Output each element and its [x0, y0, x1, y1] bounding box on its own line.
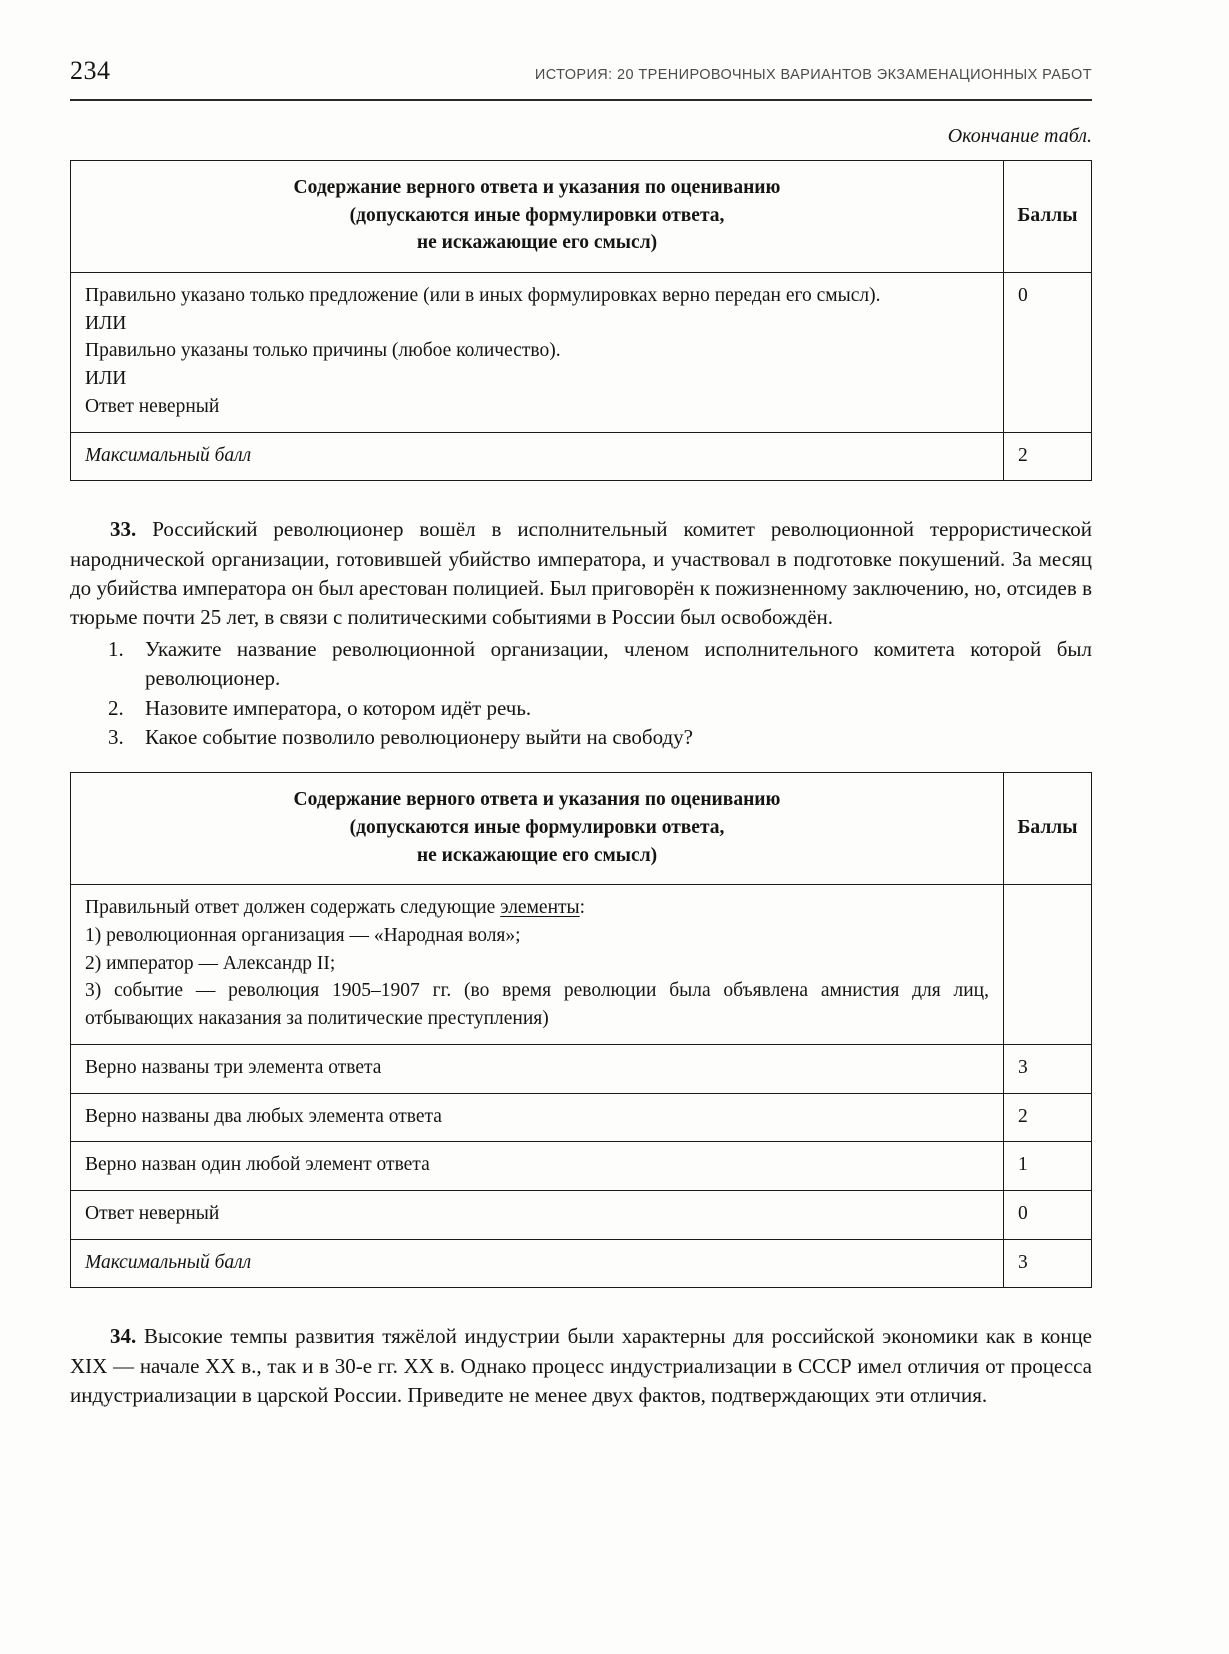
criteria-header-line1: Содержание верного ответа и указания по оцениванию: [293, 789, 781, 811]
element-line: 3) событие — революция 1905–1907 гг. (во время революции была объявлена амнистия для лиц, отбывающих наказания за политические преступления): [85, 980, 989, 1030]
score-header-cell: Баллы: [1004, 773, 1092, 885]
list-item-text: Назовите императора, о котором идёт речь.: [145, 695, 532, 720]
elements-intro-line: [85, 894, 989, 922]
elements-criteria-cell: [71, 885, 1004, 1044]
list-item-number: 1.: [108, 636, 124, 661]
task-34-paragraph: [70, 1322, 1092, 1410]
criteria-header-line2: (допускаются иные формулировки ответа,: [349, 817, 725, 838]
scoring-table-1-max-row: [71, 432, 1092, 481]
criteria-cell: Ответ неверный: [71, 1190, 1004, 1239]
max-score-value: 3: [1004, 1239, 1092, 1288]
scoring-table-2: [70, 772, 1092, 1288]
scoring-table-2-header-row: [71, 773, 1092, 885]
running-title: ИСТОРИЯ: 20 ТРЕНИРОВОЧНЫХ ВАРИАНТОВ ЭКЗАМЕНАЦИОННЫХ РАБОТ: [534, 67, 1092, 83]
list-item: [108, 635, 1092, 694]
criteria-header-cell: [71, 773, 1004, 885]
scoring-table-1: [70, 160, 1092, 481]
list-item-text: Укажите название революционной организации, членом исполнительного комитета которой был революционер.: [145, 636, 1092, 691]
criteria-line: Правильно указаны только причины (любое количество).: [85, 340, 561, 362]
scoring-table-2-elements-row: [71, 885, 1092, 1044]
or-separator: ИЛИ: [85, 368, 127, 390]
score-value-cell: 2: [1004, 1093, 1092, 1142]
list-item-number: 3.: [108, 724, 124, 749]
scoring-table-2-row: [71, 1190, 1092, 1239]
score-value-cell-empty: [1004, 885, 1092, 1044]
max-score-label: Максимальный балл: [71, 1239, 1004, 1288]
criteria-header-line2: (допускаются иные формулировки ответа,: [349, 204, 725, 226]
criteria-cell: Верно назван один любой элемент ответа: [71, 1142, 1004, 1191]
page-number: 234: [70, 56, 111, 85]
score-value-cell: 0: [1004, 1190, 1092, 1239]
scoring-table-1-header-row: [71, 161, 1092, 273]
score-value-cell: 0: [1004, 273, 1092, 432]
or-separator: ИЛИ: [85, 312, 127, 334]
task-33-question-list: [70, 635, 1092, 753]
list-item: [108, 723, 1092, 752]
criteria-header-line3: не искажающие его смысл): [416, 232, 658, 254]
criteria-header-cell: [71, 161, 1004, 273]
scoring-table-2-row: [71, 1044, 1092, 1093]
score-value-cell: 3: [1004, 1044, 1092, 1093]
criteria-cell: Верно названы два любых элемента ответа: [71, 1093, 1004, 1142]
list-item-number: 2.: [108, 695, 124, 720]
scoring-table-2-row: [71, 1093, 1092, 1142]
list-item-text: Какое событие позволило революционеру выйти на свободу?: [145, 724, 693, 749]
element-line: 2) император — Александр II;: [85, 952, 336, 974]
task-33-paragraph: [70, 515, 1092, 633]
answer-criteria-cell: [71, 273, 1004, 432]
max-score-value: 2: [1004, 432, 1092, 481]
task-34-text: Высокие темпы развития тяжёлой индустрии были характерны для российской экономики как в конце XIX — начале XX в., так и в 30-е гг. XX в. Однако процесс индустриализации в СССР имел отличия от процесса индустриализации в царской России. Приведите не менее двух фактов, подтверждающих эти отличия.: [70, 1324, 1093, 1408]
table-continuation-note: Окончание табл.: [947, 125, 1092, 147]
scoring-table-2-max-row: [71, 1239, 1092, 1288]
scoring-table-1-answer-row: [71, 273, 1092, 432]
criteria-header-line3: не искажающие его смысл): [416, 844, 658, 866]
criteria-cell: Верно названы три элемента ответа: [71, 1044, 1004, 1093]
elements-intro-suffix: :: [579, 897, 586, 919]
elements-intro-prefix: Правильный ответ должен содержать следующие: [85, 897, 501, 919]
element-line: 1) революционная организация — «Народная воля»;: [85, 925, 521, 947]
list-item: [108, 694, 1092, 723]
criteria-header-line1: Содержание верного ответа и указания по оцениванию: [293, 177, 781, 198]
task-34-number: 34.: [110, 1324, 137, 1349]
elements-intro-underlined: элементы: [500, 897, 580, 919]
score-header-cell: Баллы: [1004, 161, 1092, 273]
page-header: [70, 56, 1092, 101]
score-value-cell: 1: [1004, 1142, 1092, 1191]
criteria-line: Ответ неверный: [85, 395, 220, 417]
scoring-table-2-row: [71, 1142, 1092, 1191]
criteria-line: Правильно указано только предложение (или в иных формулировках верно передан его смысл).: [85, 285, 881, 307]
task-33-number: 33.: [110, 517, 137, 542]
task-33-text: Российский революционер вошёл в исполнительный комитет революционной террористической народнической организации, готовившей убийство императора, и участвовал в подготовке покушений. За месяц до убийства императора он был арестован полицией. Был приговорён к пожизненному заключению, но, отсидев в тюрьме почти 25 лет, в связи с политическими событиями в России был освобождён.: [70, 517, 1093, 630]
max-score-label: Максимальный балл: [71, 432, 1004, 481]
